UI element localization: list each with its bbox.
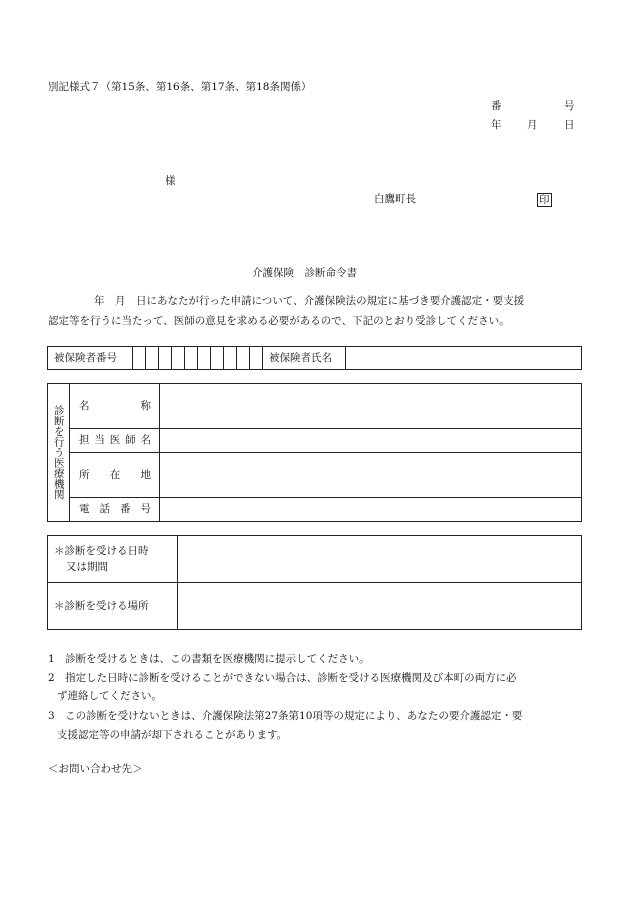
seal-mark <box>537 193 552 207</box>
insured-number-digit[interactable] <box>159 347 172 370</box>
address-label <box>70 469 159 482</box>
doctor-name-label <box>70 434 159 447</box>
label-part: 地 <box>140 468 151 481</box>
place-label: ＊診断を受ける場所 <box>54 599 149 612</box>
number-label: 番 <box>491 100 502 112</box>
schedule-table <box>47 535 582 630</box>
insured-number-digit[interactable] <box>224 347 237 370</box>
insured-name-field[interactable] <box>346 347 582 370</box>
recipient-honorific: 様 <box>165 175 176 187</box>
place-label-cell <box>48 583 178 630</box>
datetime-label: ＊診断を受ける日時 <box>54 545 149 557</box>
label-part: 担 <box>79 434 90 447</box>
institution-name-label <box>70 400 159 413</box>
note-3a: 3 この診断を受けないときは、介護保険法第27条第10項等の規定により、あなたの要介護認定・要 <box>48 710 523 722</box>
phone-label <box>70 503 159 516</box>
address-field[interactable] <box>160 453 582 498</box>
institution-group-cell <box>48 384 70 522</box>
label-part: 当 <box>94 434 105 447</box>
label-part: 話 <box>99 503 110 516</box>
phone-label-cell <box>70 498 160 522</box>
institution-table <box>47 383 582 522</box>
note-3b: 支援認定等の申請が却下されることがあります。 <box>57 729 288 741</box>
note-2b: ず連絡してください。 <box>57 690 162 702</box>
institution-name-label-cell <box>70 384 160 429</box>
insured-number-label: 被保険者番号 <box>48 347 133 370</box>
insured-number-digit[interactable] <box>172 347 185 370</box>
doctor-name-field[interactable] <box>160 429 582 453</box>
document-title: 介護保険 診断命令書 <box>252 267 357 279</box>
label-part: 称 <box>140 399 151 412</box>
label-part: 号 <box>140 503 151 516</box>
body-line-2: 認定等を行うに当たって、医師の意見を求める必要があるので、下記のとおり受診してください。 <box>48 315 510 327</box>
label-part: 名 <box>79 399 90 412</box>
label-part: 番 <box>120 503 131 516</box>
label-part: 名 <box>140 434 151 447</box>
label-part: 師 <box>125 434 136 447</box>
datetime-field[interactable] <box>178 536 582 583</box>
label-part: 電 <box>79 503 90 516</box>
sender-title: 白鷹町長 <box>374 193 416 205</box>
address-label-cell <box>70 453 160 498</box>
insured-name-label: 被保険者氏名 <box>263 347 346 370</box>
day-label: 日 <box>564 119 575 131</box>
note-2a: 2 指定した日時に診断を受けることができない場合は、診断を受ける医療機関及び本町の両方に必 <box>48 672 517 684</box>
insured-number-digit[interactable] <box>133 347 146 370</box>
insured-number-digit[interactable] <box>211 347 224 370</box>
note-1: 1 診断を受けるときは、この書類を医療機関に提示してください。 <box>48 653 370 665</box>
label-part: 所 <box>79 468 90 481</box>
doctor-name-label-cell <box>70 429 160 453</box>
label-part: 在 <box>109 468 121 481</box>
body-line-1: 年 月 日にあなたが行った申請について、介護保険法の規定に基づき要介護認定・要支援 <box>94 295 525 307</box>
institution-name-field[interactable] <box>160 384 582 429</box>
number-suffix: 号 <box>564 100 575 112</box>
form-reference: 別記様式７（第15条、第16条、第17条、第18条関係） <box>48 81 312 93</box>
year-label: 年 <box>491 119 502 131</box>
seal-text: 印 <box>539 194 550 206</box>
insured-number-digit[interactable] <box>146 347 159 370</box>
insured-number-digit[interactable] <box>237 347 250 370</box>
month-label: 月 <box>527 119 538 131</box>
insured-table <box>47 346 582 370</box>
datetime-label-sub: 又は期間 <box>66 561 108 573</box>
place-field[interactable] <box>178 583 582 630</box>
contact-heading: ＜お問い合わせ先＞ <box>48 763 143 775</box>
label-part: 医 <box>109 434 121 447</box>
institution-group-label: 診断を行う医療機関 <box>52 405 65 500</box>
insured-number-digit[interactable] <box>185 347 198 370</box>
datetime-label-cell <box>48 536 178 583</box>
insured-number-digit[interactable] <box>198 347 211 370</box>
phone-field[interactable] <box>160 498 582 522</box>
insured-number-digit[interactable] <box>250 347 263 370</box>
